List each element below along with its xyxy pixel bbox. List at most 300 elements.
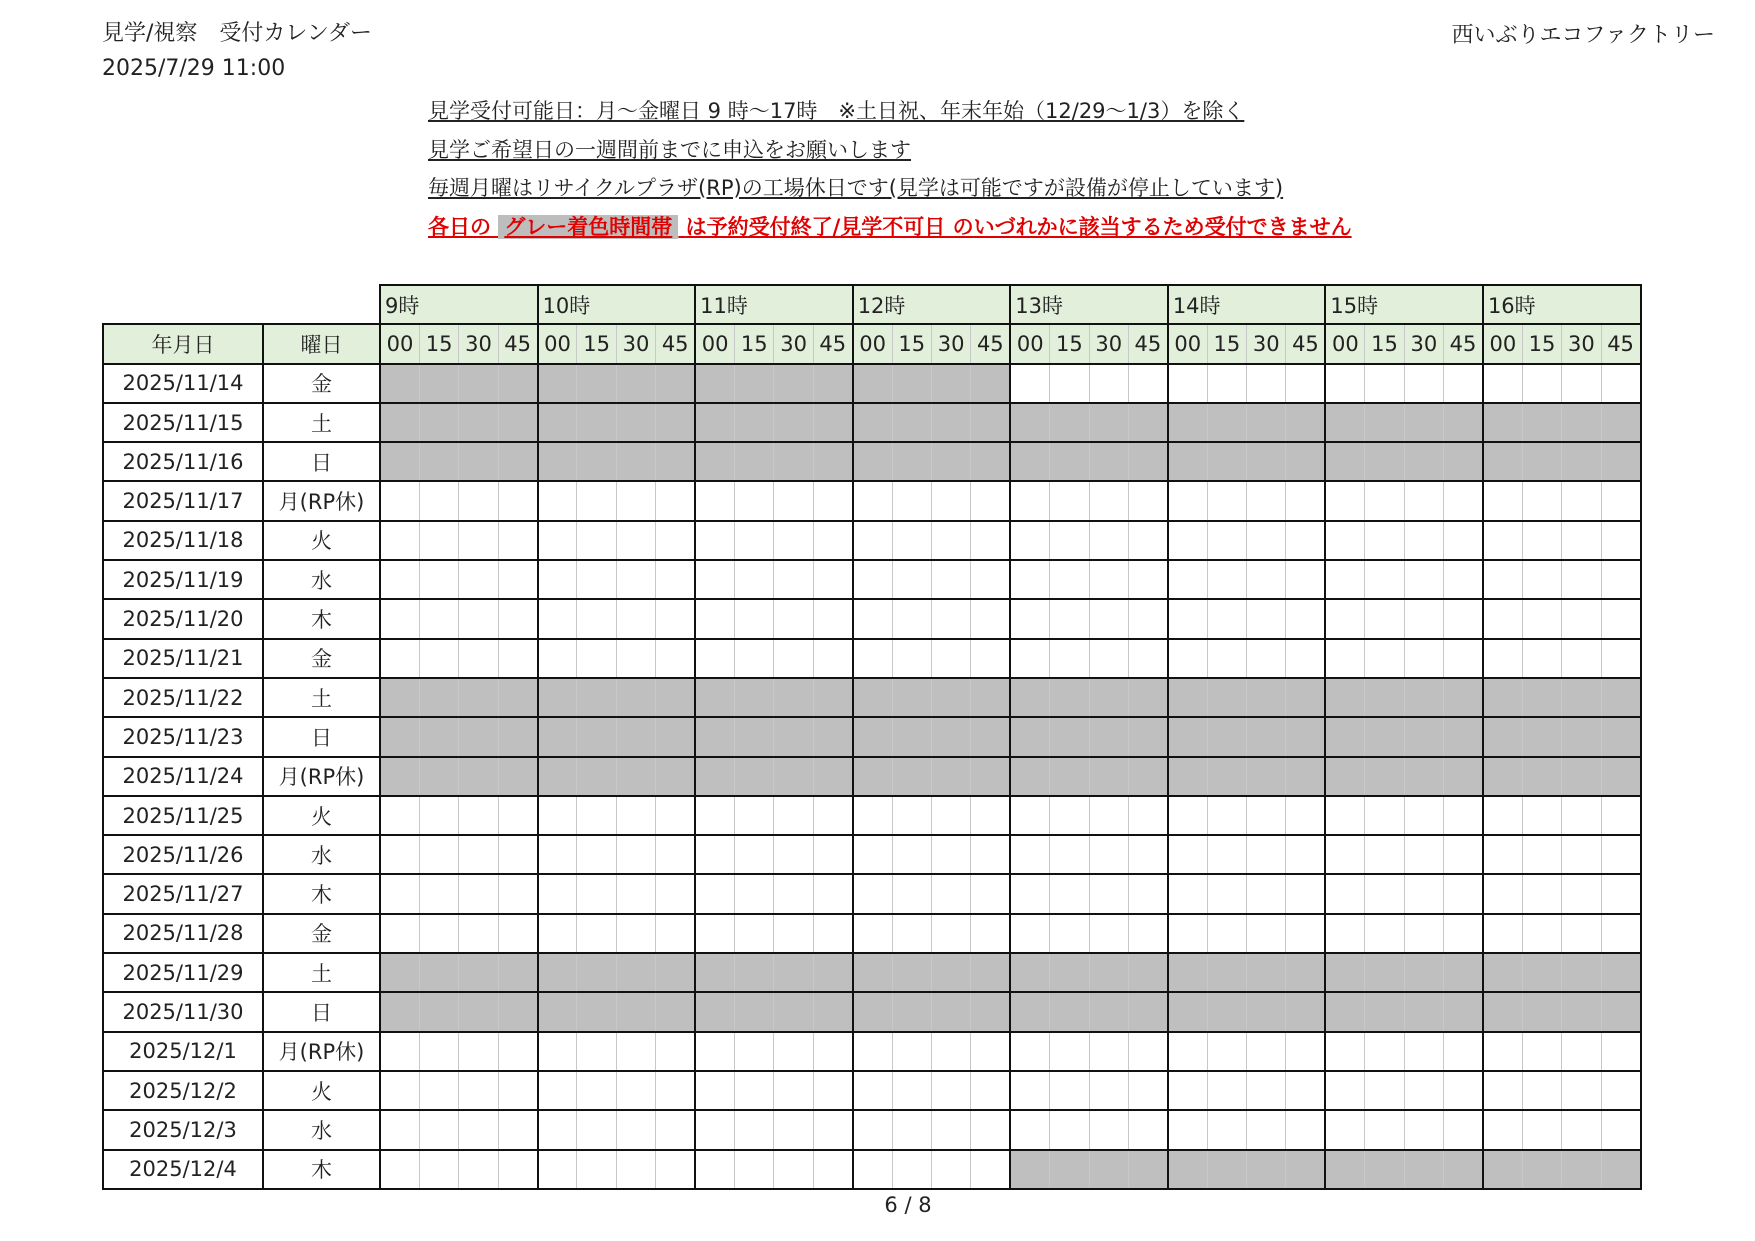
time-slot-available	[695, 1071, 734, 1110]
time-slot-unavailable	[735, 757, 774, 796]
time-slot-available	[1325, 560, 1364, 599]
row-date: 2025/11/17	[103, 481, 263, 520]
time-slot-available	[1562, 835, 1601, 874]
time-slot-available	[735, 560, 774, 599]
time-slot-unavailable	[1168, 678, 1207, 717]
time-slot-available	[1325, 481, 1364, 520]
row-weekday: 水	[263, 1110, 380, 1149]
time-slot-unavailable	[1444, 757, 1483, 796]
time-slot-available	[419, 914, 458, 953]
time-slot-unavailable	[853, 678, 892, 717]
time-slot-unavailable	[892, 953, 931, 992]
time-slot-available	[1089, 796, 1128, 835]
time-slot-available	[1483, 874, 1522, 913]
time-slot-available	[1522, 639, 1561, 678]
time-slot-unavailable	[538, 953, 577, 992]
time-slot-available	[774, 1150, 813, 1189]
time-slot-available	[1365, 521, 1404, 560]
time-slot-available	[892, 639, 931, 678]
time-slot-available	[498, 835, 537, 874]
time-slot-available	[1128, 364, 1167, 403]
time-slot-unavailable	[1089, 757, 1128, 796]
time-slot-available	[931, 1110, 970, 1149]
time-slot-unavailable	[1404, 992, 1443, 1031]
time-slot-available	[656, 599, 695, 638]
time-slot-unavailable	[931, 442, 970, 481]
time-slot-unavailable	[1168, 1150, 1207, 1189]
time-slot-available	[695, 874, 734, 913]
time-slot-available	[1128, 560, 1167, 599]
time-slot-available	[1010, 874, 1049, 913]
time-slot-available	[774, 1032, 813, 1071]
time-slot-available	[1050, 481, 1089, 520]
calendar-row	[103, 403, 1641, 442]
time-slot-unavailable	[735, 953, 774, 992]
time-slot-unavailable	[1522, 992, 1561, 1031]
time-slot-unavailable	[853, 717, 892, 756]
time-slot-available	[577, 914, 616, 953]
time-slot-unavailable	[459, 442, 498, 481]
time-slot-unavailable	[774, 757, 813, 796]
time-slot-available	[1207, 835, 1246, 874]
time-slot-available	[616, 639, 655, 678]
time-slot-unavailable	[1089, 717, 1128, 756]
time-slot-available	[1601, 599, 1640, 638]
time-slot-available	[1522, 364, 1561, 403]
time-slot-unavailable	[1325, 953, 1364, 992]
time-slot-unavailable	[1050, 403, 1089, 442]
time-slot-unavailable	[1207, 403, 1246, 442]
row-weekday: 木	[263, 599, 380, 638]
time-slot-available	[813, 521, 852, 560]
time-slot-available	[380, 599, 419, 638]
time-slot-unavailable	[1050, 992, 1089, 1031]
time-slot-available	[892, 874, 931, 913]
time-slot-available	[1444, 599, 1483, 638]
time-slot-available	[1522, 1032, 1561, 1071]
time-slot-available	[1247, 521, 1286, 560]
time-slot-available	[656, 521, 695, 560]
time-slot-available	[1601, 1071, 1640, 1110]
minute-header: 45	[498, 324, 537, 363]
time-slot-unavailable	[419, 757, 458, 796]
time-slot-available	[1444, 835, 1483, 874]
time-slot-available	[1089, 835, 1128, 874]
time-slot-available	[853, 639, 892, 678]
time-slot-unavailable	[1207, 992, 1246, 1031]
time-slot-available	[774, 521, 813, 560]
time-slot-available	[1522, 481, 1561, 520]
time-slot-available	[735, 599, 774, 638]
time-slot-unavailable	[380, 403, 419, 442]
time-slot-unavailable	[1444, 953, 1483, 992]
time-slot-available	[853, 1032, 892, 1071]
time-slot-available	[419, 521, 458, 560]
page-number: 6 / 8	[884, 1193, 932, 1217]
time-slot-unavailable	[616, 403, 655, 442]
time-slot-unavailable	[577, 717, 616, 756]
time-slot-available	[971, 914, 1010, 953]
time-slot-unavailable	[656, 717, 695, 756]
time-slot-available	[577, 521, 616, 560]
time-slot-available	[1483, 481, 1522, 520]
time-slot-unavailable	[1168, 442, 1207, 481]
time-slot-unavailable	[735, 442, 774, 481]
time-slot-unavailable	[1128, 678, 1167, 717]
time-slot-available	[1050, 1110, 1089, 1149]
calendar-row	[103, 639, 1641, 678]
time-slot-unavailable	[1207, 953, 1246, 992]
time-slot-unavailable	[1128, 992, 1167, 1031]
time-slot-available	[1168, 560, 1207, 599]
time-slot-available	[735, 796, 774, 835]
time-slot-available	[538, 874, 577, 913]
time-slot-available	[1286, 1071, 1325, 1110]
time-slot-available	[1483, 639, 1522, 678]
time-slot-available	[577, 599, 616, 638]
time-slot-available	[1365, 364, 1404, 403]
row-date: 2025/11/22	[103, 678, 263, 717]
time-slot-available	[1365, 560, 1404, 599]
time-slot-available	[498, 874, 537, 913]
time-slot-unavailable	[971, 953, 1010, 992]
row-weekday: 土	[263, 678, 380, 717]
time-slot-available	[971, 599, 1010, 638]
time-slot-available	[1050, 599, 1089, 638]
time-slot-available	[1010, 364, 1049, 403]
row-date: 2025/11/15	[103, 403, 263, 442]
time-slot-unavailable	[1483, 403, 1522, 442]
time-slot-available	[419, 1071, 458, 1110]
time-slot-unavailable	[1128, 953, 1167, 992]
time-slot-available	[1089, 481, 1128, 520]
time-slot-available	[774, 639, 813, 678]
time-slot-available	[1444, 639, 1483, 678]
row-date: 2025/12/3	[103, 1110, 263, 1149]
time-slot-unavailable	[380, 364, 419, 403]
time-slot-available	[892, 599, 931, 638]
calendar-row	[103, 678, 1641, 717]
row-weekday: 土	[263, 953, 380, 992]
time-slot-available	[1444, 1110, 1483, 1149]
time-slot-available	[459, 835, 498, 874]
minute-header: 00	[538, 324, 577, 363]
time-slot-unavailable	[1365, 442, 1404, 481]
time-slot-available	[971, 1071, 1010, 1110]
time-slot-unavailable	[1325, 403, 1364, 442]
calendar-row	[103, 521, 1641, 560]
calendar-row	[103, 560, 1641, 599]
time-slot-unavailable	[1286, 403, 1325, 442]
time-slot-available	[1404, 1110, 1443, 1149]
calendar-row	[103, 1110, 1641, 1149]
time-slot-available	[853, 1071, 892, 1110]
time-slot-available	[1483, 914, 1522, 953]
time-slot-available	[1404, 874, 1443, 913]
time-slot-available	[616, 835, 655, 874]
time-slot-unavailable	[1522, 678, 1561, 717]
time-slot-unavailable	[931, 678, 970, 717]
time-slot-unavailable	[735, 992, 774, 1031]
time-slot-available	[735, 521, 774, 560]
time-slot-unavailable	[577, 442, 616, 481]
time-slot-available	[459, 599, 498, 638]
time-slot-unavailable	[1010, 757, 1049, 796]
time-slot-unavailable	[1325, 678, 1364, 717]
row-weekday: 日	[263, 992, 380, 1031]
time-slot-available	[1365, 1071, 1404, 1110]
time-slot-available	[1483, 560, 1522, 599]
row-date: 2025/11/24	[103, 757, 263, 796]
time-slot-available	[1168, 914, 1207, 953]
time-slot-unavailable	[577, 992, 616, 1031]
time-slot-available	[735, 874, 774, 913]
row-date: 2025/11/21	[103, 639, 263, 678]
time-slot-available	[1404, 521, 1443, 560]
time-slot-unavailable	[1522, 953, 1561, 992]
time-slot-available	[1601, 796, 1640, 835]
time-slot-unavailable	[577, 403, 616, 442]
minute-header: 00	[1325, 324, 1364, 363]
time-slot-available	[1286, 521, 1325, 560]
time-slot-available	[1010, 796, 1049, 835]
time-slot-unavailable	[892, 364, 931, 403]
time-slot-available	[616, 521, 655, 560]
time-slot-available	[1089, 1032, 1128, 1071]
time-slot-unavailable	[1404, 678, 1443, 717]
time-slot-available	[1601, 874, 1640, 913]
time-slot-available	[538, 1071, 577, 1110]
notice-rp-holiday: 毎週月曜はリサイクルプラザ(RP)の工場休日です(見学は可能ですが設備が停止しています)	[428, 176, 1284, 200]
time-slot-available	[380, 481, 419, 520]
time-slot-available	[1010, 560, 1049, 599]
hour-header: 13時	[1010, 285, 1168, 324]
time-slot-unavailable	[459, 403, 498, 442]
time-slot-available	[538, 1150, 577, 1189]
time-slot-available	[1404, 599, 1443, 638]
row-weekday: 金	[263, 914, 380, 953]
time-slot-unavailable	[735, 678, 774, 717]
time-slot-available	[971, 1032, 1010, 1071]
time-slot-available	[1286, 835, 1325, 874]
calendar-row	[103, 796, 1641, 835]
time-slot-unavailable	[1365, 1150, 1404, 1189]
time-slot-available	[735, 914, 774, 953]
time-slot-available	[1168, 1071, 1207, 1110]
time-slot-available	[1325, 599, 1364, 638]
time-slot-unavailable	[695, 678, 734, 717]
date-column-header: 年月日	[103, 324, 263, 363]
time-slot-unavailable	[1010, 717, 1049, 756]
time-slot-unavailable	[1365, 403, 1404, 442]
time-slot-available	[616, 796, 655, 835]
time-slot-available	[380, 914, 419, 953]
time-slot-unavailable	[892, 992, 931, 1031]
time-slot-available	[1247, 796, 1286, 835]
time-slot-available	[1522, 874, 1561, 913]
time-slot-unavailable	[538, 992, 577, 1031]
time-slot-available	[459, 914, 498, 953]
time-slot-available	[1444, 521, 1483, 560]
time-slot-available	[1286, 796, 1325, 835]
time-slot-available	[577, 1032, 616, 1071]
time-slot-unavailable	[931, 403, 970, 442]
time-slot-available	[656, 914, 695, 953]
time-slot-available	[616, 599, 655, 638]
time-slot-available	[1562, 1071, 1601, 1110]
time-slot-available	[1207, 364, 1246, 403]
minute-header: 15	[1207, 324, 1246, 363]
time-slot-available	[1286, 560, 1325, 599]
time-slot-unavailable	[1522, 1150, 1561, 1189]
time-slot-unavailable	[656, 678, 695, 717]
time-slot-unavailable	[1050, 1150, 1089, 1189]
time-slot-unavailable	[695, 992, 734, 1031]
time-slot-available	[1404, 796, 1443, 835]
time-slot-available	[813, 639, 852, 678]
time-slot-available	[1601, 1032, 1640, 1071]
hour-header: 9時	[380, 285, 538, 324]
row-weekday: 火	[263, 796, 380, 835]
time-slot-available	[931, 1071, 970, 1110]
time-slot-unavailable	[538, 717, 577, 756]
time-slot-unavailable	[1404, 403, 1443, 442]
time-slot-unavailable	[774, 992, 813, 1031]
time-slot-available	[1207, 521, 1246, 560]
time-slot-available	[735, 481, 774, 520]
time-slot-available	[419, 481, 458, 520]
time-slot-unavailable	[853, 403, 892, 442]
time-slot-available	[1050, 796, 1089, 835]
time-slot-unavailable	[1207, 442, 1246, 481]
time-slot-unavailable	[1010, 678, 1049, 717]
time-slot-unavailable	[1010, 442, 1049, 481]
time-slot-available	[1247, 914, 1286, 953]
time-slot-unavailable	[1562, 678, 1601, 717]
time-slot-available	[1247, 874, 1286, 913]
time-slot-available	[853, 1150, 892, 1189]
time-slot-unavailable	[1325, 757, 1364, 796]
time-slot-unavailable	[380, 717, 419, 756]
row-weekday: 月(RP休)	[263, 1032, 380, 1071]
time-slot-available	[853, 796, 892, 835]
page-title: 見学/視察 受付カレンダー	[102, 21, 372, 46]
time-slot-unavailable	[813, 442, 852, 481]
time-slot-unavailable	[498, 992, 537, 1031]
time-slot-unavailable	[735, 403, 774, 442]
time-slot-available	[1128, 835, 1167, 874]
time-slot-unavailable	[1325, 992, 1364, 1031]
notice-grey-suffix: は予約受付終了/見学不可日 のいづれかに該当するため受付できません	[685, 214, 1352, 239]
time-slot-available	[1404, 481, 1443, 520]
time-slot-unavailable	[813, 953, 852, 992]
time-slot-available	[419, 1110, 458, 1149]
time-slot-unavailable	[419, 717, 458, 756]
time-slot-unavailable	[695, 364, 734, 403]
time-slot-unavailable	[1247, 1150, 1286, 1189]
time-slot-unavailable	[616, 442, 655, 481]
time-slot-available	[459, 521, 498, 560]
time-slot-available	[656, 1032, 695, 1071]
time-slot-unavailable	[616, 953, 655, 992]
calendar-row	[103, 953, 1641, 992]
time-slot-available	[656, 835, 695, 874]
time-slot-available	[577, 481, 616, 520]
minute-header: 30	[1247, 324, 1286, 363]
time-slot-unavailable	[1601, 1150, 1640, 1189]
row-weekday: 水	[263, 835, 380, 874]
time-slot-unavailable	[1444, 992, 1483, 1031]
time-slot-available	[380, 1110, 419, 1149]
time-slot-unavailable	[1050, 953, 1089, 992]
time-slot-unavailable	[853, 364, 892, 403]
time-slot-available	[1050, 1032, 1089, 1071]
time-slot-available	[735, 639, 774, 678]
time-slot-available	[498, 560, 537, 599]
row-date: 2025/11/27	[103, 874, 263, 913]
time-slot-available	[1286, 639, 1325, 678]
time-slot-available	[971, 835, 1010, 874]
time-slot-available	[1522, 521, 1561, 560]
time-slot-available	[1286, 914, 1325, 953]
minute-header: 15	[577, 324, 616, 363]
hour-header: 16時	[1483, 285, 1641, 324]
print-datetime: 2025/7/29 11:00	[102, 56, 286, 81]
time-slot-available	[1247, 599, 1286, 638]
time-slot-available	[853, 835, 892, 874]
time-slot-available	[695, 481, 734, 520]
time-slot-unavailable	[1562, 442, 1601, 481]
time-slot-available	[892, 796, 931, 835]
time-slot-unavailable	[1483, 757, 1522, 796]
time-slot-unavailable	[1010, 1150, 1049, 1189]
row-weekday: 金	[263, 639, 380, 678]
time-slot-available	[380, 835, 419, 874]
time-slot-available	[774, 874, 813, 913]
time-slot-unavailable	[498, 717, 537, 756]
time-slot-available	[538, 599, 577, 638]
time-slot-available	[1089, 874, 1128, 913]
time-slot-unavailable	[1365, 992, 1404, 1031]
minute-header: 30	[1089, 324, 1128, 363]
time-slot-available	[1247, 835, 1286, 874]
time-slot-unavailable	[1207, 717, 1246, 756]
time-slot-available	[971, 1150, 1010, 1189]
time-slot-available	[931, 1032, 970, 1071]
calendar-row	[103, 1150, 1641, 1189]
time-slot-unavailable	[813, 757, 852, 796]
time-slot-available	[853, 521, 892, 560]
grey-legend-swatch: グレー着色時間帯	[498, 215, 678, 239]
time-slot-available	[1207, 1110, 1246, 1149]
time-slot-available	[498, 1150, 537, 1189]
time-slot-available	[1601, 639, 1640, 678]
time-slot-unavailable	[1325, 1150, 1364, 1189]
time-slot-available	[1365, 914, 1404, 953]
time-slot-available	[1286, 1110, 1325, 1149]
time-slot-unavailable	[1601, 403, 1640, 442]
time-slot-available	[1050, 639, 1089, 678]
time-slot-available	[892, 1032, 931, 1071]
time-slot-available	[1128, 874, 1167, 913]
time-slot-unavailable	[419, 442, 458, 481]
time-slot-available	[616, 560, 655, 599]
time-slot-available	[459, 1110, 498, 1149]
time-slot-available	[498, 796, 537, 835]
time-slot-available	[1050, 874, 1089, 913]
time-slot-unavailable	[1601, 757, 1640, 796]
time-slot-available	[1050, 521, 1089, 560]
